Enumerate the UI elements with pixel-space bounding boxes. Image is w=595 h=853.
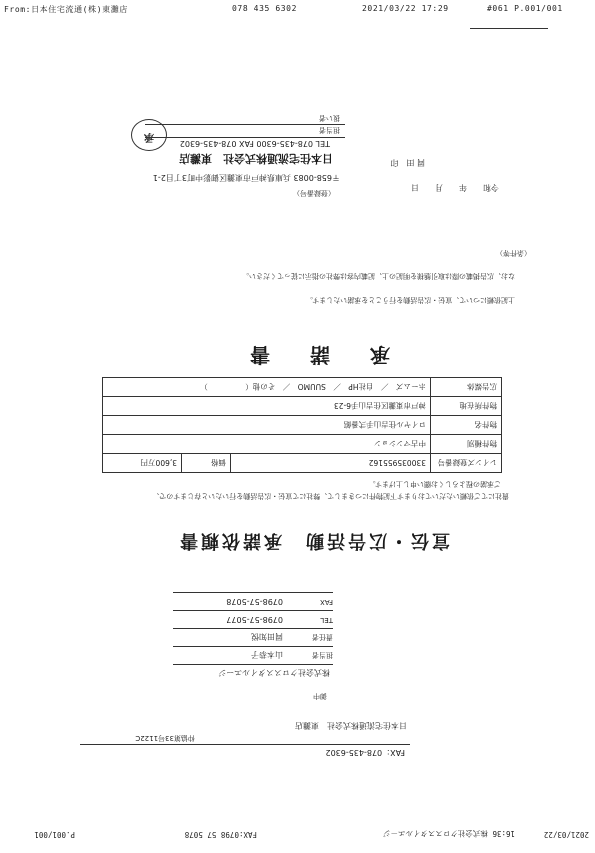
table-row: [103, 397, 502, 416]
table-row: [103, 454, 502, 473]
signature: 岡 田 印: [390, 158, 425, 167]
fax-header-number: 078 435 6302: [232, 4, 297, 13]
company-seal: 承: [131, 119, 167, 151]
responsible-person: 岡田知悦: [251, 632, 283, 641]
row-label: レインズ登録番号: [431, 454, 502, 473]
to-rule: [80, 744, 410, 745]
table-row: [103, 416, 502, 435]
sender-person: 山本恭子: [251, 650, 283, 659]
approval-address: 〒658-0083 兵庫県神戸市東灘区御影中町3丁目2-1: [152, 173, 340, 182]
footer-fax-datetime: 2021/03/22: [543, 830, 589, 839]
responsible-label: 責任者: [312, 633, 333, 641]
request-body-line-2: ご承諾の程よろしくお願い申し上げます。: [368, 480, 501, 488]
approval-rule-2: [145, 124, 345, 125]
request-title: 宣伝・広告活動 承諾依頼書: [177, 530, 450, 551]
row-value: 中古マンション: [103, 435, 431, 454]
approval-tel-fax: TEL 078-435-6300 FAX 078-435-6302: [179, 139, 330, 148]
sender-company: 株式会社クロススタイルエージ: [218, 668, 330, 677]
row-label: 物件名: [431, 416, 502, 435]
footer-fax-sender: 16:36 株式会社クロススタイルエ－ジ: [383, 829, 515, 838]
approval-line-1: 上記依頼について、宣伝・広告活動を行うことを承諾いたします。: [305, 296, 515, 304]
price-label: 価格: [182, 454, 231, 473]
sender-rule-1: [173, 664, 333, 665]
fax-header-from: From:日本住宅流通(株)東灘店: [4, 5, 128, 14]
approval-company: 日本住宅流通株式会社 東灘店: [179, 152, 333, 165]
fax2-label: FAX: [320, 598, 333, 606]
approval-title: 承 諾 書: [240, 343, 390, 367]
sender-person-label: 担当者: [312, 651, 333, 659]
tel-label: TEL: [320, 616, 333, 624]
property-table: [102, 377, 502, 473]
date-label: 令和 年 月 日: [411, 183, 499, 192]
fax-header-page: #061 P.001/001: [487, 4, 563, 13]
row-label: 物件所在地: [431, 397, 502, 416]
row-value: 330035955162: [231, 454, 431, 473]
tel-number: 0798-57-5077: [226, 615, 283, 624]
fax-to-label: FAX：078-435-6302: [325, 748, 405, 757]
request-body-line-1: 貴社にてご依頼いただいております下記物件につきまして、弊社にて宣伝・広告活動を行いたいと存じますので、: [152, 492, 509, 500]
row-label: 広告媒体: [431, 378, 502, 397]
approval-person-label: 担当者: [319, 126, 340, 134]
addressee: 日本住宅流通株式会社 東灘店: [295, 721, 407, 730]
sender-rule-3: [173, 628, 333, 629]
approval-rule-1: [145, 137, 345, 138]
conditions-label: （条件等）: [496, 249, 531, 257]
fax2-number: 0798-57-5078: [226, 597, 283, 606]
to-suffix: 御中: [313, 692, 327, 700]
sender-rule-5: [173, 592, 333, 593]
footer-fax-number: FAX:0798 57 5078: [184, 830, 257, 839]
row-value: ロイヤル住吉山手弐番館: [103, 416, 431, 435]
table-row: [103, 378, 502, 397]
approval-person-suffix: 扱い者: [319, 114, 340, 122]
approval-line-2: なお、広告掲載の際は取引態様を明記の上、記載内容は弊社の指示に従ってください。: [242, 272, 515, 280]
form-code: 仲協第33号1122C: [135, 734, 195, 742]
registration-label: （登録番号）: [293, 189, 335, 197]
price-value: 3,600万円: [103, 454, 182, 473]
sender-rule-2: [173, 646, 333, 647]
row-value: 神戸市東灘区住吉山手6-23: [103, 397, 431, 416]
fax-header-datetime: 2021/03/22 17:29: [362, 4, 449, 13]
sender-rule-4: [173, 610, 333, 611]
row-value: ホームズ ／ 自社HP ／ SUUMO ／ その他（ ）: [103, 378, 431, 397]
footer-fax-page: P.001/001: [34, 830, 75, 839]
row-label: 物件種別: [431, 435, 502, 454]
table-row: [103, 435, 502, 454]
